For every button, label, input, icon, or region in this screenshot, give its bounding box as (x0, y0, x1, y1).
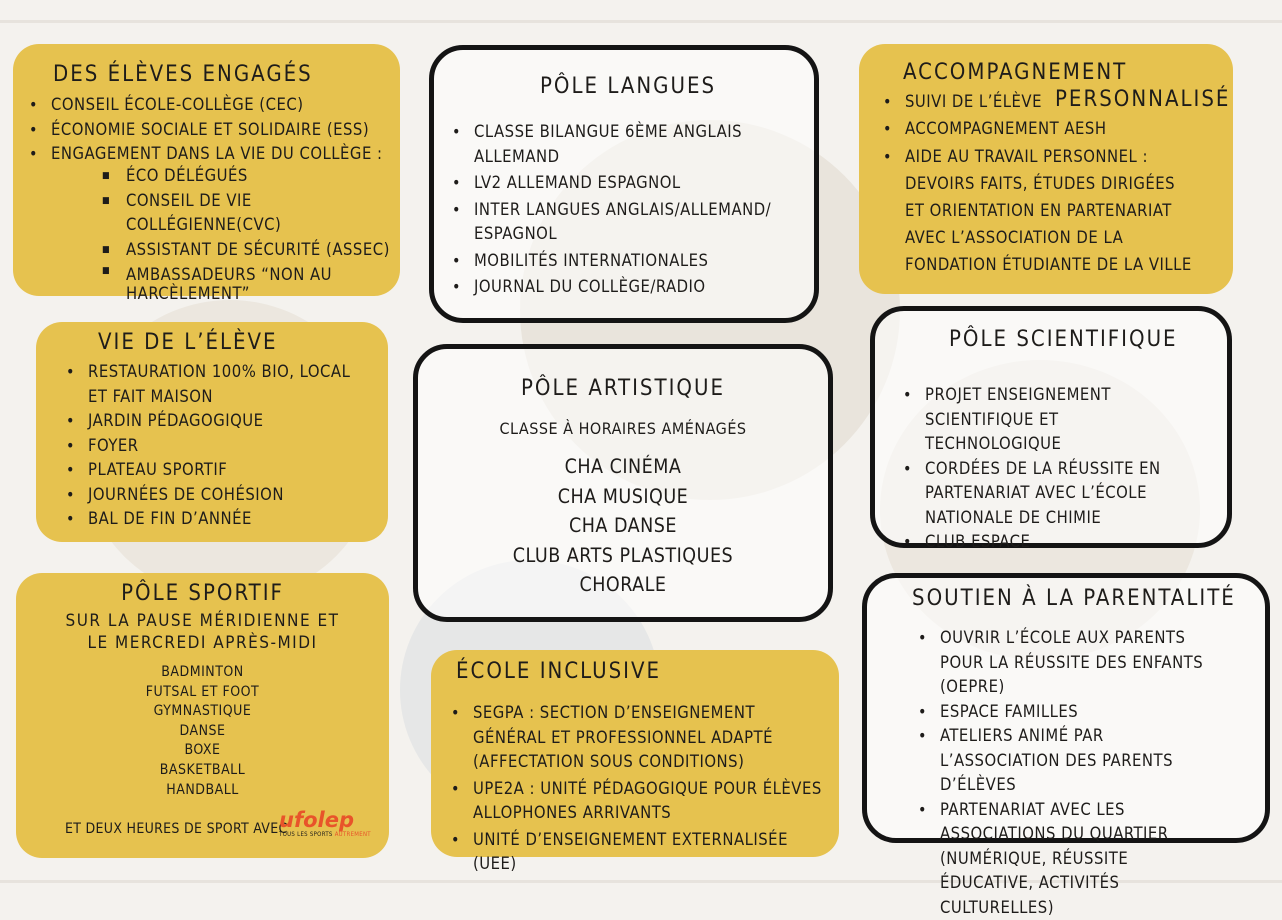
card-title: ÉCOLE INCLUSIVE (456, 661, 661, 683)
list-item: • UNITÉ D’ENSEIGNEMENT EXTERNALISÉE (UEE) (473, 828, 833, 877)
sub-list-item: ■ AMBASSADEURS “NON AU HARCÈLEMENT” (126, 262, 391, 303)
card-parentalite (862, 573, 1270, 843)
list-item: • ATELIERS ANIMÉ PAR L’ASSOCIATION DES PARENTS D’ÉLÈVES (940, 724, 1225, 798)
list-item: • UPE2A : UNITÉ PÉDAGOGIQUE POUR ÉLÈVES ALLOPHONES ARRIVANTS (473, 777, 833, 826)
list-item: • JOURNAL DU COLLÈGE/RADIO (474, 275, 814, 300)
card-ecole-inclusive (431, 650, 839, 857)
list-item: • JARDIN PÉDAGOGIQUE (88, 409, 368, 434)
item-list (940, 626, 1225, 920)
sports-list (16, 663, 389, 800)
sub-list-item: ■ ÉCO DÉLÉGUÉS (126, 164, 391, 189)
art-item: CLUB ARTS PLASTIQUES (418, 541, 828, 571)
sub-list-item: ■ CONSEIL DE VIE COLLÉGIENNE(CVC) (126, 189, 391, 238)
list-item: • CLUB ESPACE (925, 530, 1195, 555)
card-title: PÔLE ARTISTIQUE (418, 378, 828, 400)
card-title-line1: ACCOMPAGNEMENT (903, 62, 1127, 84)
list-item: • ACCOMPAGNEMENT AESH (905, 117, 1205, 142)
card-pole-langues (429, 45, 819, 323)
sport-footer: ET DEUX HEURES DE SPORT AVEC (65, 821, 288, 837)
card-subtitle-line1: SUR LA PAUSE MÉRIDIENNE ET (16, 611, 389, 631)
list-item: • ENGAGEMENT DANS LA VIE DU COLLÈGE : (51, 142, 391, 167)
card-accompagnement (859, 44, 1233, 294)
list-item: • RESTAURATION 100% BIO, LOCAL ET FAIT MAISON (88, 360, 368, 409)
ufolep-logo (279, 809, 379, 849)
ufolep-logo-text: ufolep (279, 809, 379, 831)
sport-item: BADMINTON (16, 663, 389, 683)
list-item: • PLATEAU SPORTIF (88, 458, 368, 483)
list-item: • LV2 ALLEMAND ESPAGNOL (474, 171, 814, 196)
sport-item: GYMNASTIQUE (16, 702, 389, 722)
sport-item: HANDBALL (16, 781, 389, 801)
sport-item: BOXE (16, 741, 389, 761)
card-subtitle: CLASSE À HORAIRES AMÉNAGÉS (418, 419, 828, 438)
item-list (473, 701, 833, 877)
item-list (88, 360, 368, 532)
list-item: • CONSEIL ÉCOLE-COLLÈGE (CEC) (51, 93, 391, 118)
list-item: • CLASSE BILANGUE 6ÈME ANGLAIS ALLEMAND (474, 120, 814, 169)
sport-item: DANSE (16, 722, 389, 742)
sport-item: FUTSAL ET FOOT (16, 683, 389, 703)
list-item: • JOURNÉES DE COHÉSION (88, 483, 368, 508)
card-pole-artistique (413, 344, 833, 622)
item-list (925, 383, 1195, 555)
card-vie-eleve (36, 322, 388, 542)
list-item: • OUVRIR L’ÉCOLE AUX PARENTS POUR LA RÉUSSITE DES ENFANTS (OEPRE) (940, 626, 1225, 700)
card-title-line2: PERSONNALISÉ (1055, 89, 1230, 111)
list-item: • INTER LANGUES ANGLAIS/ALLEMAND/ ESPAGNOL (474, 198, 774, 247)
art-item: CHA CINÉMA (418, 452, 828, 482)
card-pole-scientifique (870, 306, 1232, 548)
list-item: • ESPACE FAMILLES (940, 700, 1225, 725)
ufolep-tagline-2: AUTREMENT (335, 831, 371, 838)
list-item: • BAL DE FIN D’ANNÉE (88, 507, 368, 532)
card-pole-sportif (16, 573, 389, 858)
ufolep-tagline-1: TOUS LES SPORTS (279, 831, 333, 838)
sub-list-item: ■ ASSISTANT DE SÉCURITÉ (ASSEC) (126, 238, 391, 263)
list-item: • AIDE AU TRAVAIL PERSONNEL : DEVOIRS FAITS, ÉTUDES DIRIGÉES ET ORIENTATION EN PARTENARIAT AVEC L’ASSOCIATION DE LA FONDATION ÉTUDIANTE DE LA VILLE (905, 143, 1195, 278)
list-item: • PROJET ENSEIGNEMENT SCIENTIFIQUE ET TECHNOLOGIQUE (925, 383, 1195, 457)
art-item: CHORALE (418, 570, 828, 600)
item-list (905, 90, 1205, 278)
art-item: CHA MUSIQUE (418, 482, 828, 512)
list-item: • MOBILITÉS INTERNATIONALES (474, 249, 814, 274)
card-title: SOUTIEN À LA PARENTALITÉ (912, 588, 1236, 610)
card-title: DES ÉLÈVES ENGAGÉS (53, 64, 313, 86)
list-item: • ÉCONOMIE SOCIALE ET SOLIDAIRE (ESS) (51, 118, 391, 143)
card-subtitle-line2: LE MERCREDI APRÈS-MIDI (16, 633, 389, 653)
card-title: PÔLE SCIENTIFIQUE (949, 329, 1178, 351)
card-title: PÔLE LANGUES (540, 76, 716, 98)
list-item: • SUIVI DE L’ÉLÈVE (905, 90, 1205, 115)
art-item: CHA DANSE (418, 511, 828, 541)
sub-item-list (126, 164, 391, 303)
list-item: • PARTENARIAT AVEC LES ASSOCIATIONS DU QUARTIER (NUMÉRIQUE, RÉUSSITE ÉDUCATIVE, ACTIVITÉS CULTURELLES) (940, 798, 1225, 920)
list-item: • CORDÉES DE LA RÉUSSITE EN PARTENARIAT AVEC L’ÉCOLE NATIONALE DE CHIMIE (925, 457, 1195, 531)
card-title: PÔLE SPORTIF (16, 583, 389, 605)
item-list (51, 93, 391, 167)
card-title: VIE DE L’ÉLÈVE (98, 332, 278, 354)
item-list (474, 120, 814, 300)
sport-item: BASKETBALL (16, 761, 389, 781)
list-item: • SEGPA : SECTION D’ENSEIGNEMENT GÉNÉRAL ET PROFESSIONNEL ADAPTÉ (AFFECTATION SOUS CONDITIONS) (473, 701, 833, 775)
list-item: • FOYER (88, 434, 368, 459)
card-eleves-engages (13, 44, 400, 296)
art-list (418, 452, 828, 600)
